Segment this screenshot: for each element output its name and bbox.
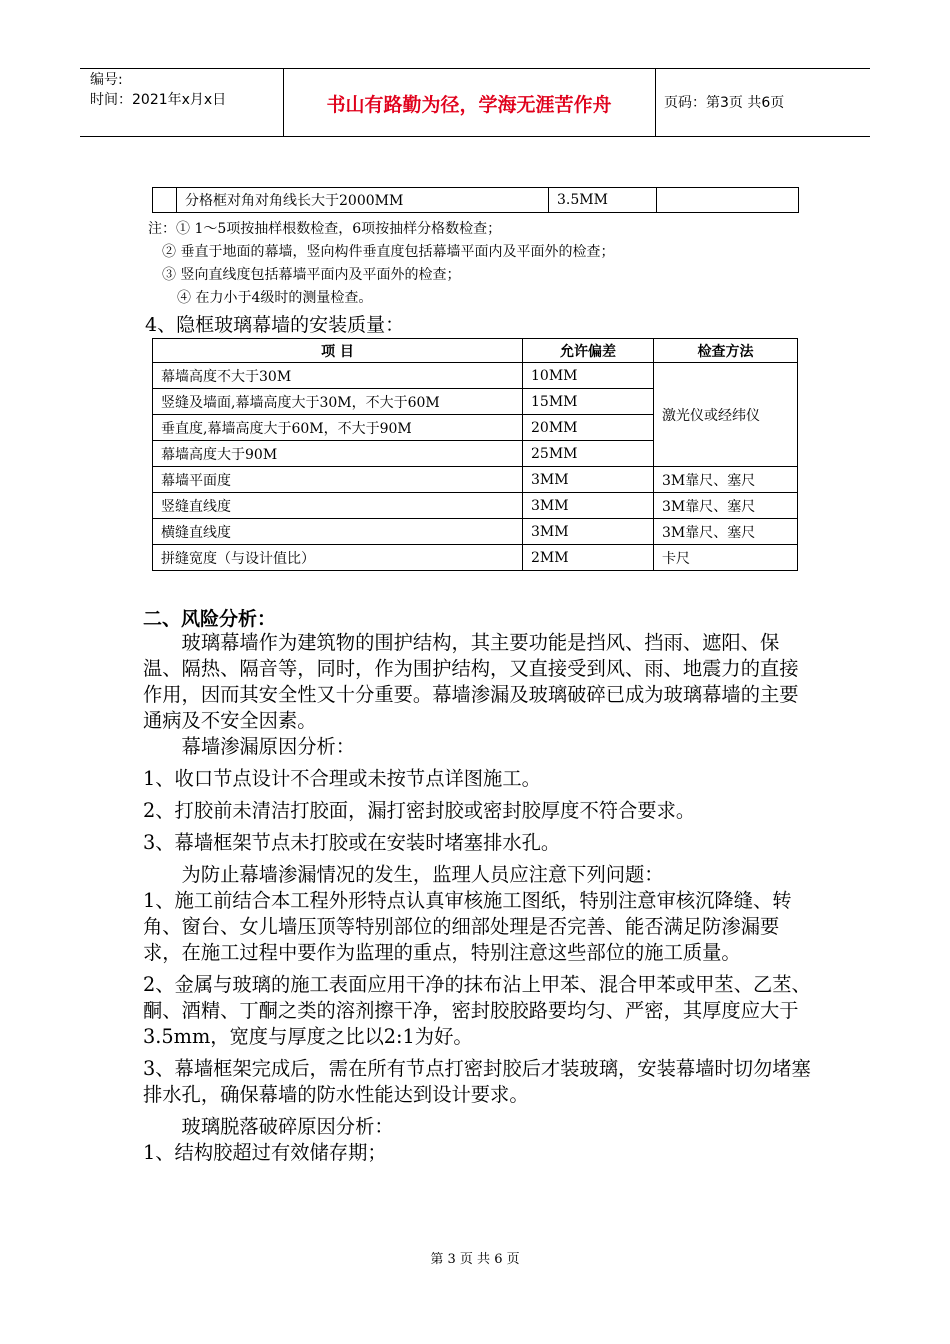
- page-footer: 第 3 页 共 6 页: [430, 1252, 520, 1267]
- table-cell: 15MM: [523, 389, 654, 415]
- table-cell: 分格框对角对角线长大于2000MM: [177, 188, 549, 213]
- table-cell: 幕墙高度大于90M: [153, 441, 523, 467]
- table-row: [153, 519, 798, 545]
- paragraph: 2、打胶前未清洁打胶面，漏打密封胶或密封胶厚度不符合要求。: [143, 799, 696, 822]
- table-cell: 10MM: [523, 363, 654, 389]
- table-cell: 20MM: [523, 415, 654, 441]
- paragraph: 1、结构胶超过有效储存期；: [143, 1141, 387, 1164]
- table-cell: 拼缝宽度（与设计值比）: [153, 545, 523, 571]
- note-line: ④ 在力小于4级时的测量检查。: [177, 290, 373, 306]
- section-2-title: 二、风险分析：: [143, 608, 277, 630]
- table-cell: 25MM: [523, 441, 654, 467]
- table-cell: 3MM: [523, 493, 654, 519]
- table-cell: 竖缝直线度: [153, 493, 523, 519]
- paragraph: 为防止幕墙渗漏情况的发生，监理人员应注意下列问题：: [143, 863, 664, 886]
- table-cell: 横缝直线度: [153, 519, 523, 545]
- header-divider: [655, 68, 656, 136]
- table-cell: 2MM: [523, 545, 654, 571]
- table-cell: 幕墙高度不大于30M: [153, 363, 523, 389]
- top-table: [152, 187, 799, 213]
- quality-table: [152, 338, 798, 571]
- table-cell: 3.5MM: [549, 188, 657, 213]
- table-cell: 幕墙平面度: [153, 467, 523, 493]
- paragraph: 1、施工前结合本工程外形特点认真审核施工图纸，特别注意审核沉降缝、转角、窗台、女儿墙压顶等特别部位的细部处理是否完善、能否满足防渗漏要求，在施工过程中要作为监理的重点，特别注意这些部位的施工质量。: [143, 889, 792, 964]
- table-row: [153, 467, 798, 493]
- table-row: [153, 363, 798, 389]
- table-cell-method-merged: 激光仪或经纬仪: [654, 363, 798, 467]
- header-bottom-rule: [80, 136, 870, 137]
- table-cell: 3M靠尺、塞尺: [654, 467, 798, 493]
- section-4-title: 4、隐框玻璃幕墙的安装质量：: [145, 314, 405, 336]
- table-cell: 3MM: [523, 467, 654, 493]
- header-tolerance: 允许偏差: [523, 339, 654, 363]
- table-row: [153, 545, 798, 571]
- header-time-label: 时间：2021年x月x日: [90, 92, 227, 108]
- header-number-label: 编号:: [90, 72, 123, 88]
- header-page-label: 页码：第3页 共6页: [664, 95, 785, 111]
- paragraph: 玻璃幕墙作为建筑物的围护结构，其主要功能是挡风、挡雨、遮阳、保温、隔热、隔音等，同时，作为围护结构，又直接受到风、雨、地震力的直接作用，因而其安全性又十分重要。幕墙渗漏及玻璃破碎已成为玻璃幕墙的主要通病及不安全因素。: [143, 631, 799, 732]
- table-cell: 卡尺: [654, 545, 798, 571]
- paragraph: 3、幕墙框架节点未打胶或在安装时堵塞排水孔。: [143, 831, 561, 854]
- table-cell: [657, 188, 799, 213]
- paragraph: 1、收口节点设计不合理或未按节点详图施工。: [143, 767, 541, 790]
- body-text: [143, 630, 815, 1166]
- header-top-rule: [80, 68, 870, 69]
- table-header-row: [153, 339, 798, 363]
- note-line: ③ 竖向直线度包括幕墙平面内及平面外的检查；: [162, 267, 461, 283]
- table-row: [153, 493, 798, 519]
- header-method: 检查方法: [654, 339, 798, 363]
- paragraph: 幕墙渗漏原因分析：: [143, 735, 356, 758]
- table-row: [153, 188, 799, 213]
- table-cell: 3MM: [523, 519, 654, 545]
- paragraph: 2、金属与玻璃的施工表面应用干净的抹布沾上甲苯、混合甲苯或甲苤、乙苤、酮、酒精、丁酮之类的溶剂擦干净，密封胶胶路要均匀、严密，其厚度应大于3.5mm，宽度与厚度之比以2:1为好。: [143, 973, 811, 1048]
- table-cell: 竖缝及墙面,幕墙高度大于30M，不大于60M: [153, 389, 523, 415]
- paragraph: 玻璃脱落破碎原因分析：: [143, 1115, 394, 1138]
- table-cell: 垂直度,幕墙高度大于60M，不大于90M: [153, 415, 523, 441]
- note-line: ② 垂直于地面的幕墙，竖向构件垂直度包括幕墙平面内及平面外的检查；: [162, 244, 615, 260]
- table-cell: [153, 188, 177, 213]
- table-cell: 3M靠尺、塞尺: [654, 519, 798, 545]
- paragraph: 3、幕墙框架完成后，需在所有节点打密封胶后才装玻璃，安装幕墙时切勿堵塞排水孔，确保幕墙的防水性能达到设计要求。: [143, 1057, 811, 1106]
- header-item: 项 目: [153, 339, 523, 363]
- header-motto: 书山有路勤为径，学海无涯苦作舟: [326, 94, 612, 116]
- note-line: 注：① 1～5项按抽样根数检查，6项按抽样分格数检查；: [148, 221, 502, 237]
- table-cell: 3M靠尺、塞尺: [654, 493, 798, 519]
